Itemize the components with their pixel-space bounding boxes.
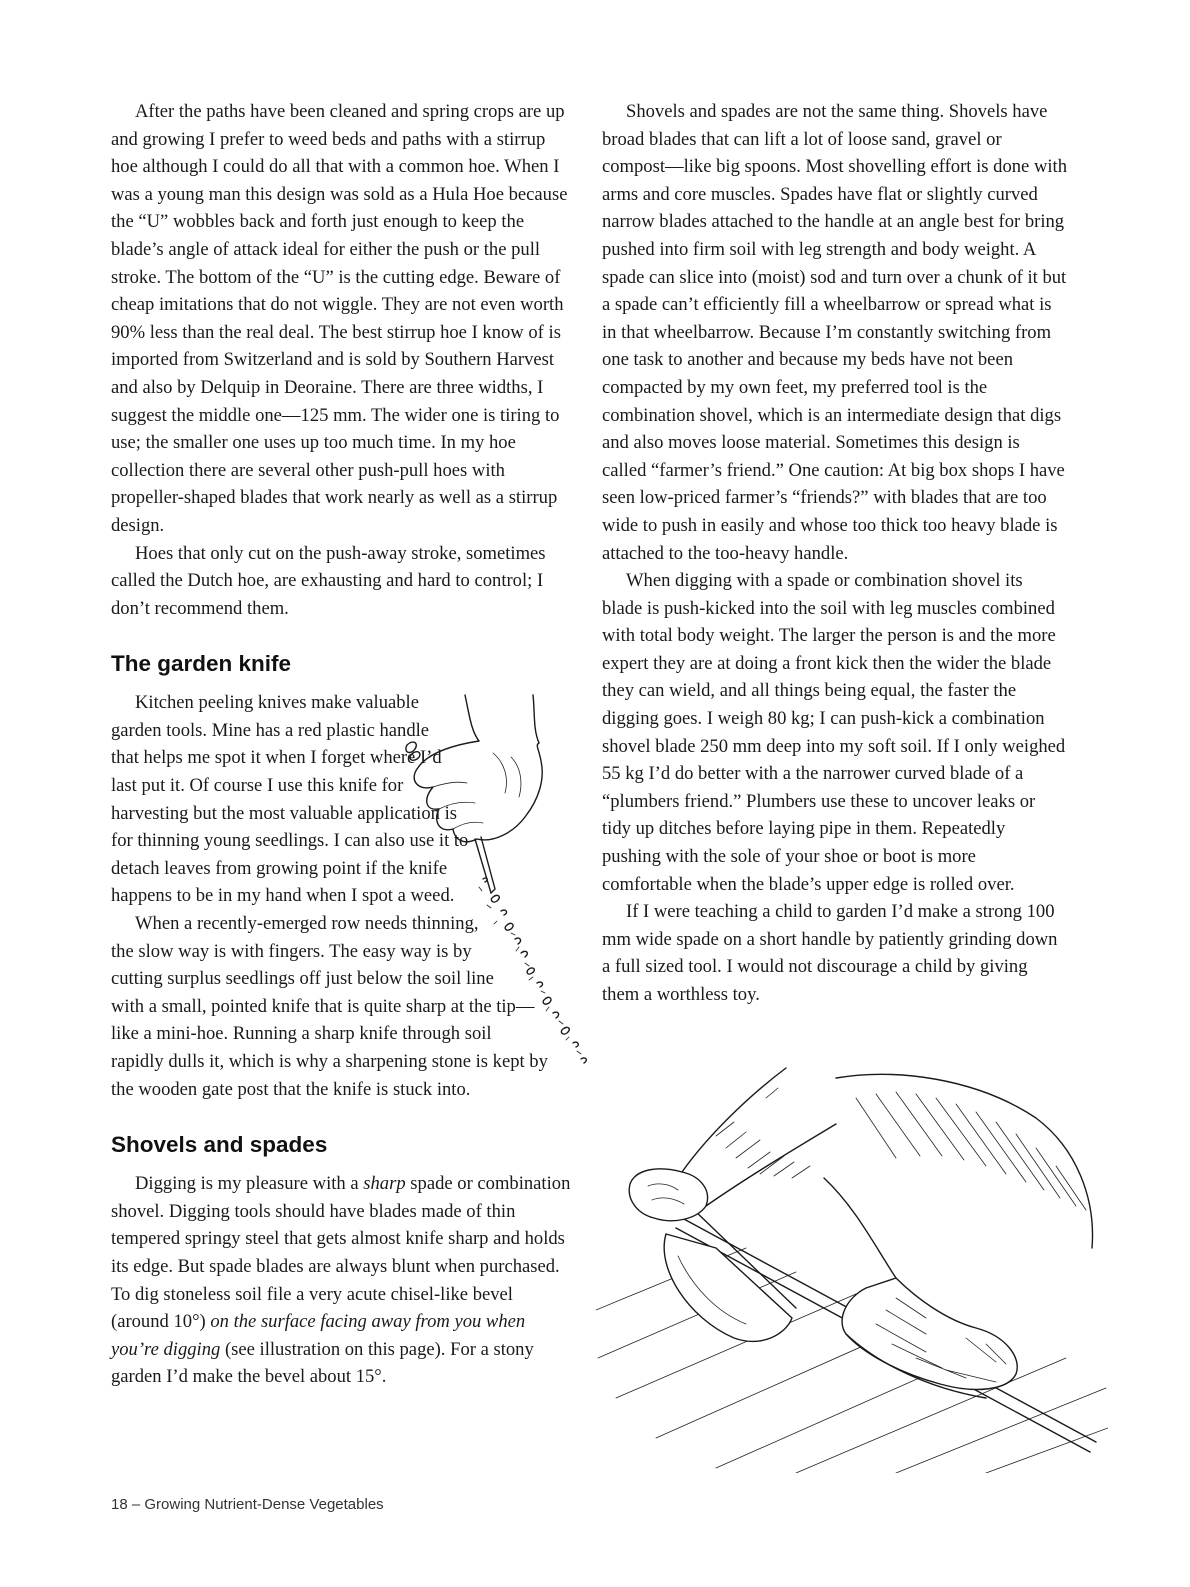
emphasis-bevel-surface: on the surface facing away from you when you’re digging	[111, 1311, 526, 1360]
text-run: spade or combination shovel. Digging tools should have blades made of thin tempered springy steel that gets almost knife sharp and holds its edge. But spade blades are always blunt when purchased. To dig stoneless soil file a very acute chisel-like bevel (around 10°)	[111, 1173, 571, 1333]
heading-shovels-spades: Shovels and spades	[111, 1132, 328, 1158]
paragraph-stirrup-hoe: After the paths have been cleaned and spring crops are up and growing I prefer to weed beds and paths with a stirrup hoe although I could do all that with a common hoe. When I was a young man this design was sold as a Hula Hoe because the “U” wobbles back and forth just enough to keep the blade’s angle of attack ideal for either the push or the pull stroke. The bottom of the “U” is the cutting edge. Beware of cheap imitations that do not wiggle. They are not even worth 90% less than the real deal. The best stirrup hoe I know of is imported from Switzerland and is sold by Southern Harvest and also by Delquip in Deoraine. There are three widths, I suggest the middle one—125 mm. The wider one is tiring to use; the smaller one uses up too much time. In my hoe collection there are several other push-pull hoes with propeller-shaped blades that work nearly as well as a stirrup design.	[111, 101, 568, 536]
garden-knife-section	[111, 689, 573, 1103]
paragraph-digging-pleasure	[111, 1170, 573, 1391]
paragraph-child-spade: If I were teaching a child to garden I’d make a strong 100 mm wide spade on a short handle by patiently grinding down a full sized tool. I would not discourage a child by giving them a worthless toy.	[602, 901, 1058, 1005]
hand-knife-illustration	[383, 683, 595, 1083]
text-run: Digging is my pleasure with a	[135, 1173, 364, 1195]
page-footer: 18 – Growing Nutrient-Dense Vegetables	[111, 1496, 384, 1513]
text-run: (see illustration on this page). For a stony garden I’d make the bevel about 15°.	[111, 1338, 534, 1388]
paragraph-shovels-vs-spades: Shovels and spades are not the same thing. Shovels have broad blades that can lift a lot of loose sand, gravel or compost—like big spoons. Most shovelling effort is done with arms and core muscles. Spades have flat or slightly curved narrow blades attached to the handle at an angle best for bring pushed into firm soil with leg strength and body weight. A spade can slice into (moist) sod and turn over a chunk of it but a spade can’t efficiently fill a wheelbarrow or spread what is in that wheelbarrow. Because I’m constantly switching from one task to another and because my beds have not been compacted by my own feet, my preferred tool is the combination shovel, which is an intermediate design that digs and also moves loose material. Sometimes this design is called “farmer’s friend.” One caution: At big box shops I have seen low-priced farmer’s “friends?” with blades that are too wide to push in easily and whose too thick too heavy blade is attached to the too-heavy handle.	[602, 101, 1067, 564]
emphasis-sharp: sharp	[363, 1173, 406, 1195]
heading-garden-knife: The garden knife	[111, 651, 292, 677]
paragraph-push-kick: When digging with a spade or combination shovel its blade is push-kicked into the soil with leg muscles combined with total body weight. The larger the person is and the more expert they are at doing a front kick then the wider the blade they can wield, and all things being equal, the faster the digging goes. I weigh 80 kg; I can push-kick a combination shovel blade 250 mm deep into my soft soil. If I only weighed 55 kg I’d do better with a the narrower curved blade of a “plumbers friend.” Plumbers use these to uncover leaks or tidy up ditches before laying pipe in them. Repeatedly pushing with the sole of your shoe or boot is more comfortable when the blade’s upper edge is rolled over.	[602, 570, 1066, 895]
left-column	[111, 98, 573, 1391]
paragraph-thinning: When a recently-emerged row needs thinning, the slow way is with fingers. The easy way is by cutting surplus seedlings off just below the soil line with a small, pointed knife that is quite sharp at the tip—like a mini-hoe. Running a sharp knife through soil rapidly dulls it, which is why a sharpening stone is kept by the wooden gate post that the knife is stuck into.	[111, 913, 548, 1100]
right-column	[602, 98, 1067, 1009]
paragraph-dutch-hoe: Hoes that only cut on the push-away stroke, sometimes called the Dutch hoe, are exhausting and hard to control; I don’t recommend them.	[111, 542, 546, 619]
foot-on-spade-illustration	[596, 1058, 1108, 1473]
paragraph-peeling-knife: Kitchen peeling knives make valuable garden tools. Mine has a red plastic handle that helps me spot it when I forget where I’d last put it. Of course I use this knife for harvesting but the most valuable application is for thinning young seedlings. I can also use it to detach leaves from growing point if the knife happens to be in my hand when I spot a weed.	[111, 692, 469, 907]
